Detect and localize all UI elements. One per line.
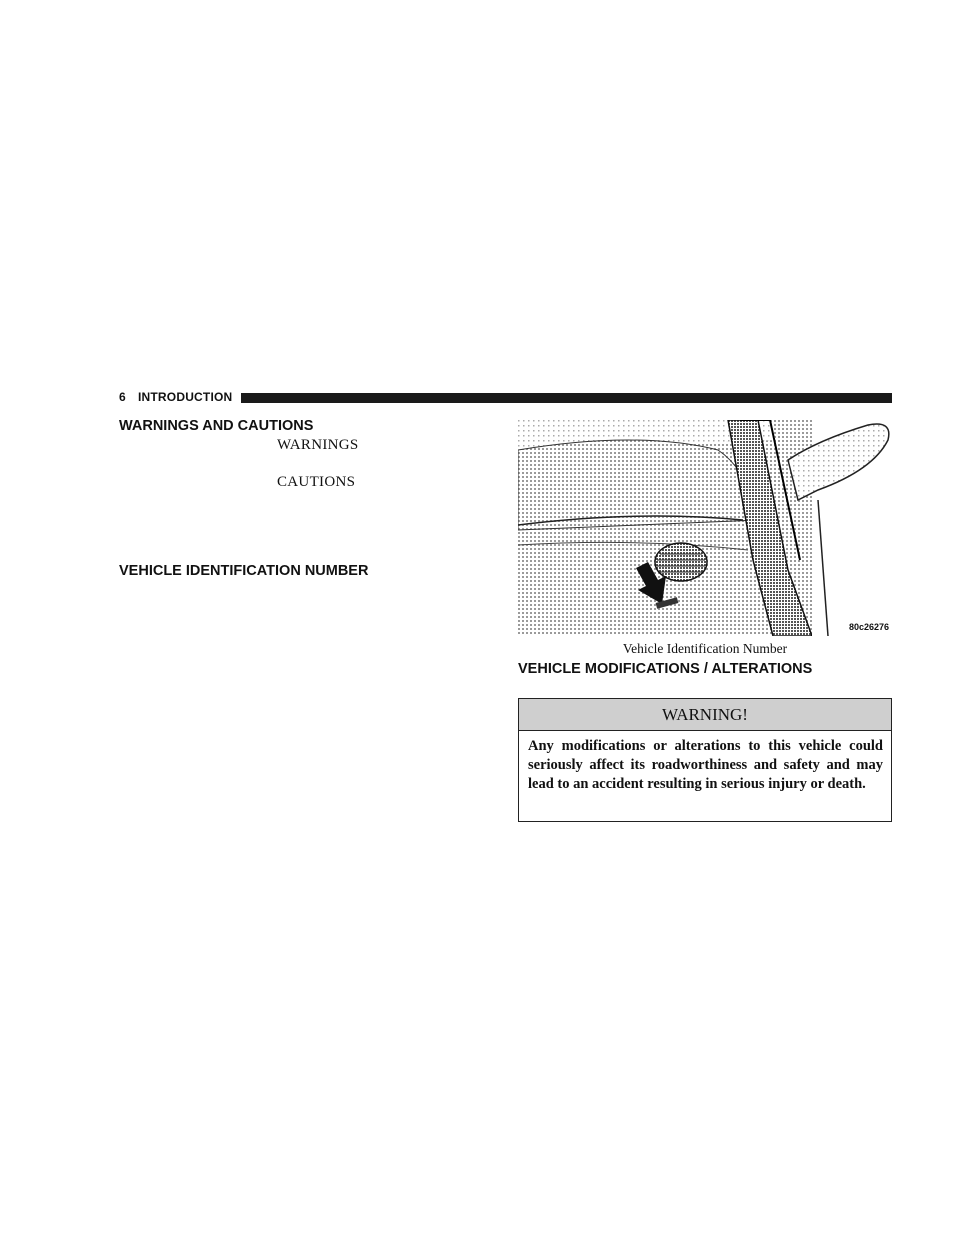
warning-title: WARNING! <box>519 699 891 731</box>
warning-text: Any modifications or alterations to this vehicle could seriously affect its roadworthiness and safety and may lead to an accident resulting in serious injury or death. <box>528 738 883 792</box>
warning-box <box>518 698 892 822</box>
warnings-label: WARNINGS <box>277 437 359 453</box>
page-number: 6 <box>119 390 126 404</box>
warnings-cautions-heading: WARNINGS AND CAUTIONS <box>119 418 314 434</box>
header-rule <box>241 393 892 403</box>
modifications-heading: VEHICLE MODIFICATIONS / ALTERATIONS <box>518 661 813 677</box>
figure-caption: Vehicle Identification Number <box>622 641 788 656</box>
chapter-title: INTRODUCTION <box>138 390 233 404</box>
vin-location-illustration <box>518 420 892 636</box>
figure-code: 80c26276 <box>849 622 890 632</box>
cautions-label: CAUTIONS <box>277 474 356 490</box>
vin-heading: VEHICLE IDENTIFICATION NUMBER <box>119 563 369 579</box>
